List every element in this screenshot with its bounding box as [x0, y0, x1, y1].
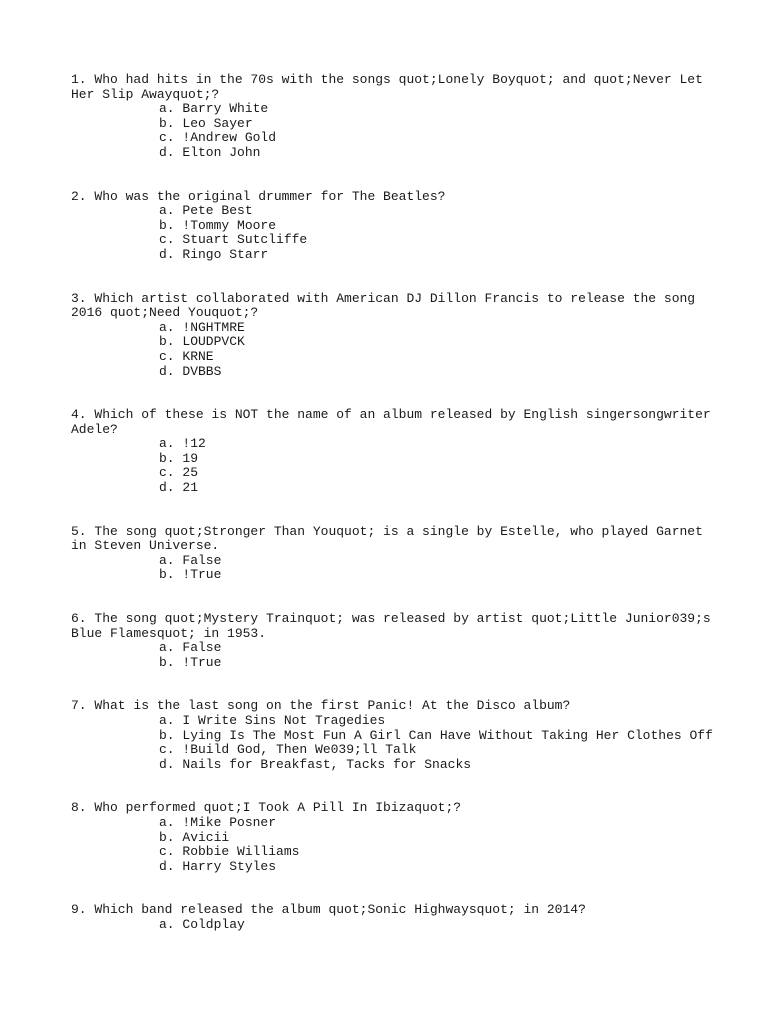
- answer-option: b. !True: [159, 654, 222, 670]
- answer-option: d. 21: [159, 480, 199, 496]
- answer-options: [71, 437, 711, 495]
- answer-option: a. False: [159, 552, 222, 568]
- answer-option: d. Elton John: [159, 144, 261, 160]
- question-text: 3. Which artist collaborated with American DJ Dillon Francis to release the song 2016 quot;Need Youquot;?: [71, 290, 703, 321]
- question-text: 7. What is the last song on the first Panic! At the Disco album?: [71, 698, 571, 714]
- answer-option: b. !True: [159, 567, 222, 583]
- answer-option: a. !Mike Posner: [159, 814, 277, 830]
- answer-option: b. Avicii: [159, 829, 230, 845]
- answer-options: [71, 641, 711, 670]
- question-4: [71, 407, 719, 496]
- question-text: 4. Which of these is NOT the name of an album released by English singersongwriter Adele?: [71, 407, 719, 437]
- question-2: [71, 190, 711, 263]
- question-text: 2. Who was the original drummer for The Beatles?: [71, 188, 446, 204]
- answer-option: a. !12: [159, 436, 206, 452]
- question-text: 9. Which band released the album quot;Sonic Highwaysquot; in 2014?: [71, 902, 586, 918]
- answer-option: c. KRNE: [159, 348, 214, 364]
- answer-option: a. Pete Best: [159, 203, 253, 219]
- answer-option: a. Barry White: [159, 101, 269, 117]
- answer-option: a. I Write Sins Not Tragedies: [159, 713, 386, 728]
- answer-option: d. Harry Styles: [159, 858, 277, 874]
- answer-options: [71, 918, 711, 933]
- answer-options: [71, 714, 711, 772]
- question-3: [71, 292, 711, 380]
- answer-option: c. Stuart Sutcliffe: [159, 232, 308, 248]
- question-1: [71, 73, 711, 161]
- question-text: 5. The song quot;Stronger Than Youquot; is a single by Estelle, who played Garnet in Steven Universe.: [71, 523, 711, 554]
- answer-option: b. 19: [159, 450, 199, 466]
- answer-option: b. Leo Sayer: [159, 115, 253, 131]
- answer-option: b. LOUDPVCK: [159, 334, 245, 350]
- answer-options: [71, 554, 711, 583]
- answer-option: b. !Tommy Moore: [159, 217, 277, 233]
- question-text: 8. Who performed quot;I Took A Pill In Ibizaquot;?: [71, 800, 462, 816]
- question-6: [71, 611, 719, 670]
- question-5: [71, 525, 711, 583]
- question-text: 6. The song quot;Mystery Trainquot; was released by artist quot;Little Junior039;s Blue Flamesquot; in 1953.: [71, 611, 719, 641]
- answer-options: [71, 321, 711, 379]
- answer-options: [71, 204, 711, 262]
- answer-option: d. DVBBS: [159, 363, 222, 379]
- answer-option: a. Coldplay: [159, 916, 245, 932]
- question-8: [71, 801, 711, 874]
- answer-option: c. 25: [159, 465, 199, 481]
- answer-option: d. Ringo Starr: [159, 246, 269, 262]
- quiz-document: [71, 72, 719, 962]
- question-text: 1. Who had hits in the 70s with the songs quot;Lonely Boyquot; and quot;Never Let Her Slip Awayquot;?: [71, 72, 711, 102]
- answer-option: a. !NGHTMRE: [159, 319, 245, 335]
- answer-option: c. !Andrew Gold: [159, 130, 277, 146]
- answer-option: b. Lying Is The Most Fun A Girl Can Have Without Taking Her Clothes Off: [159, 727, 713, 743]
- question-9: [71, 903, 711, 932]
- answer-options: [71, 102, 711, 160]
- answer-option: c. !Build God, Then We039;ll Talk: [159, 742, 417, 758]
- answer-option: d. Nails for Breakfast, Tacks for Snacks: [159, 756, 472, 772]
- answer-option: c. Robbie Williams: [159, 844, 300, 860]
- answer-option: a. False: [159, 640, 222, 656]
- question-7: [71, 699, 711, 772]
- answer-options: [71, 816, 711, 874]
